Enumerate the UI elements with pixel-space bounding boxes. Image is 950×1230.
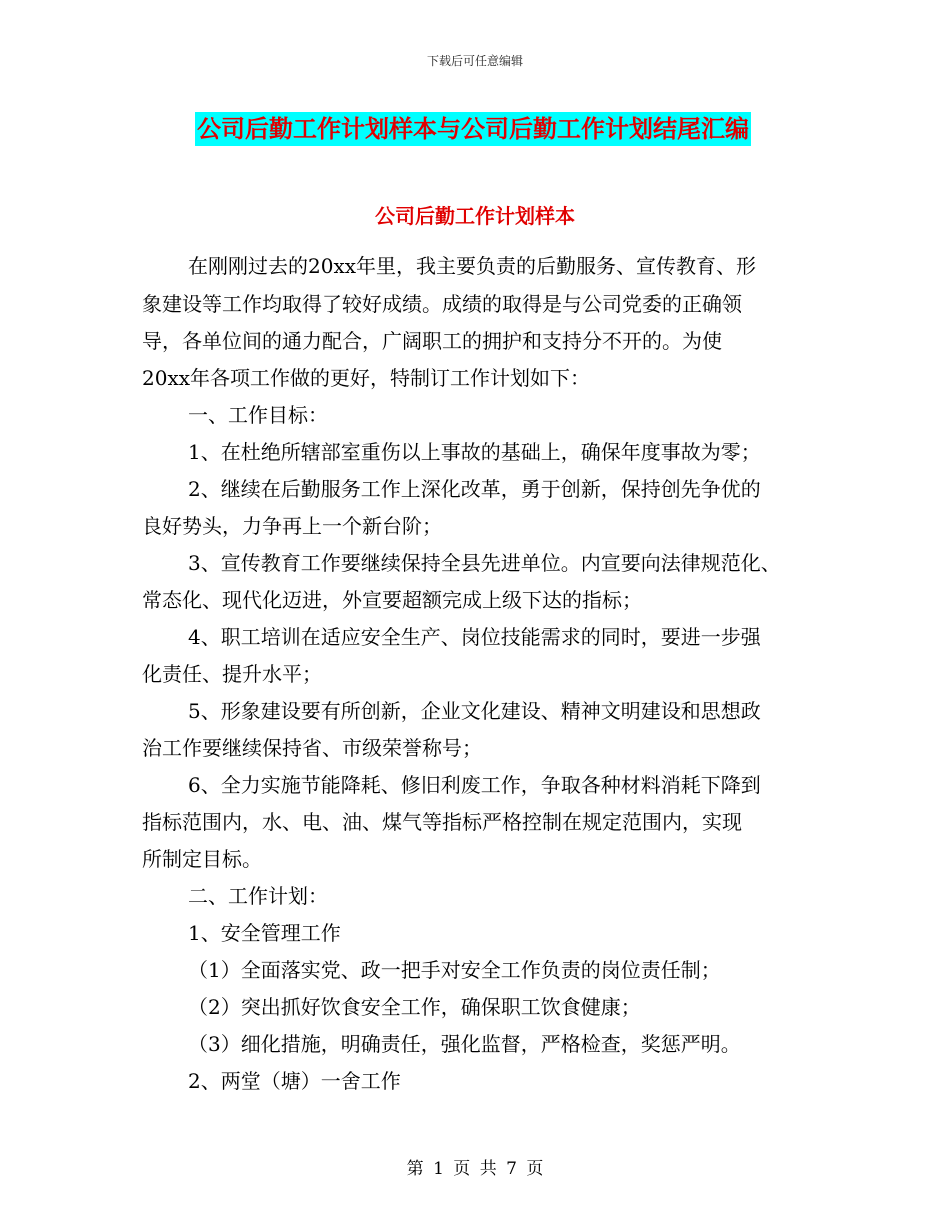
page-footer: 第 1 页 共 7 页	[406, 1159, 544, 1179]
body-line: 一、工作目标：	[188, 403, 328, 427]
body-line: 在刚刚过去的20xx年里，我主要负责的后勤服务、宣传教育、形	[188, 254, 757, 278]
body-line: 4、职工培训在适应安全生产、岗位技能需求的同时，要进一步强	[188, 625, 761, 649]
body-line: 2、两堂（塘）一舍工作	[188, 1069, 401, 1093]
body-line: 象建设等工作均取得了较好成绩。成绩的取得是与公司党委的正确领	[142, 292, 742, 316]
body-line: 指标范围内，水、电、油、煤气等指标严格控制在规定范围内，实现	[142, 810, 742, 834]
body-line: 常态化、现代化迈进，外宣要超额完成上级下达的指标；	[142, 588, 642, 612]
body-line: 导，各单位间的通力配合，广阔职工的拥护和支持分不开的。为使	[142, 329, 722, 353]
document-title: 公司后勤工作计划样本与公司后勤工作计划结尾汇编	[195, 112, 751, 146]
body-line: 二、工作计划：	[188, 884, 328, 908]
body-line: 2、继续在后勤服务工作上深化改革，勇于创新，保持创先争优的	[188, 477, 761, 501]
body-line: 治工作要继续保持省、市级荣誉称号；	[142, 736, 482, 760]
body-line: 所制定目标。	[142, 847, 262, 871]
body-line: （3）细化措施，明确责任，强化监督，严格检查，奖惩严明。	[188, 1032, 741, 1056]
body-line: 3、宣传教育工作要继续保持全县先进单位。内宣要向法律规范化、	[188, 551, 781, 575]
body-line: （2）突出抓好饮食安全工作，确保职工饮食健康；	[188, 995, 641, 1019]
body-line: 良好势头，力争再上一个新台阶；	[142, 514, 442, 538]
section-title: 公司后勤工作计划样本	[375, 204, 575, 228]
body-line: 20xx年各项工作做的更好，特制订工作计划如下：	[142, 366, 591, 390]
body-line: （1）全面落实党、政一把手对安全工作负责的岗位责任制；	[188, 958, 721, 982]
body-line: 5、形象建设要有所创新，企业文化建设、精神文明建设和思想政	[188, 699, 761, 723]
body-line: 1、安全管理工作	[188, 921, 341, 945]
body-line: 1、在杜绝所辖部室重伤以上事故的基础上，确保年度事故为零；	[188, 440, 761, 464]
body-line: 6、全力实施节能降耗、修旧利废工作，争取各种材料消耗下降到	[188, 773, 761, 797]
header-note: 下载后可任意编辑	[426, 54, 523, 68]
body-line: 化责任、提升水平；	[142, 662, 322, 686]
